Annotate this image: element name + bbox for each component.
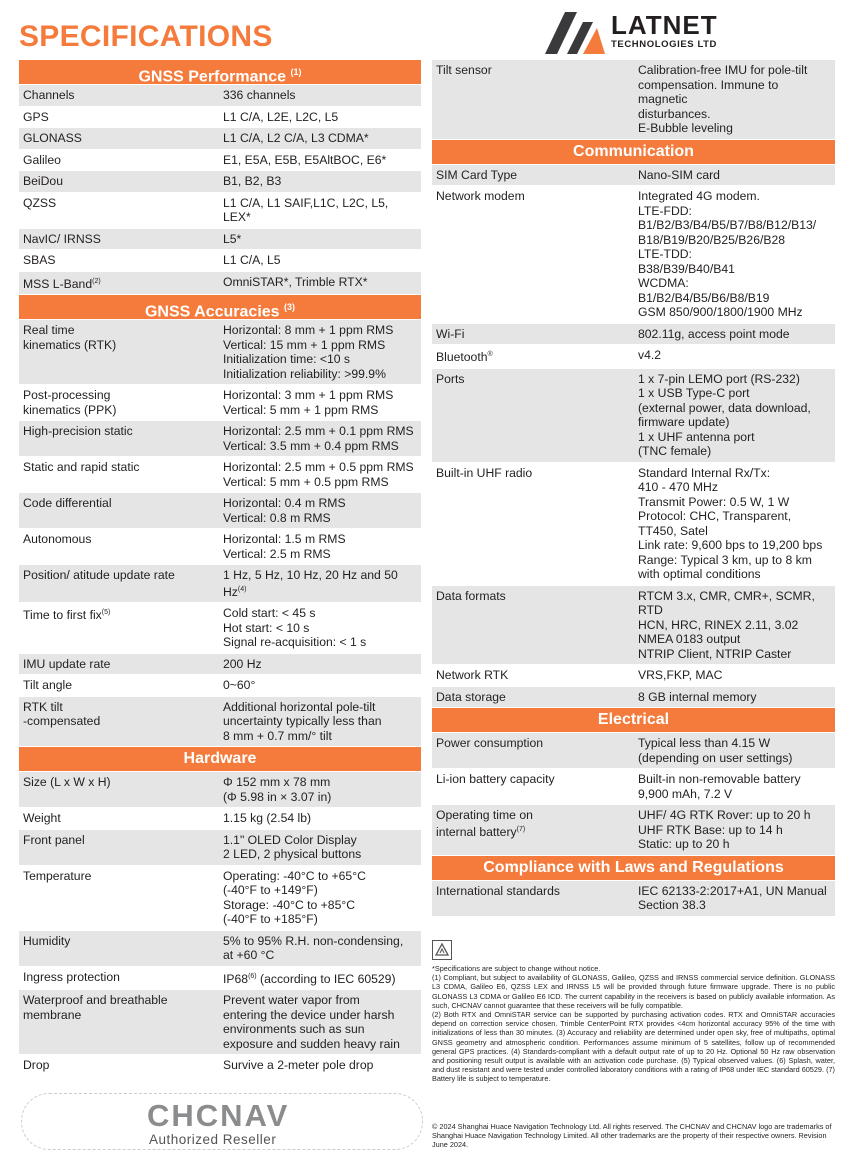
spec-key-text: International standards bbox=[436, 883, 560, 898]
spec-value-text: L1 C/A, L5 bbox=[223, 253, 281, 267]
spec-row bbox=[432, 369, 835, 463]
spec-key-text: Built-in UHF radio bbox=[436, 465, 533, 480]
spec-row bbox=[19, 150, 421, 172]
section-hardware bbox=[19, 747, 421, 772]
electrical-table bbox=[432, 733, 835, 856]
spec-value-text: Horizontal: 1.5 m RMS Vertical: 2.5 m RMS bbox=[223, 532, 346, 561]
section-compliance bbox=[432, 856, 835, 881]
spec-key bbox=[19, 493, 219, 528]
spec-value bbox=[634, 687, 835, 708]
spec-value bbox=[219, 385, 421, 420]
spec-key-text: Galileo bbox=[23, 152, 61, 167]
spec-value-text: Φ 152 mm x 78 mm (Φ 5.98 in × 3.07 in) bbox=[223, 775, 332, 804]
spec-value bbox=[219, 193, 421, 228]
section-title: GNSS Accuracies bbox=[144, 303, 280, 321]
spec-value bbox=[219, 675, 421, 696]
spec-value-text: L1 C/A, L2 C/A, L3 CDMA* bbox=[223, 131, 369, 145]
spec-row bbox=[19, 421, 421, 457]
spec-key-text: SBAS bbox=[23, 253, 56, 267]
spec-key-text: Data formats bbox=[436, 588, 506, 603]
spec-value bbox=[219, 320, 421, 384]
latnet-logo bbox=[545, 8, 730, 56]
spec-row bbox=[432, 60, 835, 140]
latnet-logo-icon bbox=[545, 8, 609, 56]
spec-row bbox=[432, 324, 835, 346]
spec-key-text: Waterproof and breathable membrane bbox=[23, 993, 168, 1022]
spec-value bbox=[634, 324, 835, 345]
spec-row bbox=[19, 320, 421, 385]
spec-value bbox=[219, 1055, 421, 1076]
spec-row bbox=[19, 931, 421, 967]
spec-value-text: UHF/ 4G RTK Rover: up to 20 h UHF RTK Base: up to 14 h Static: up to 20 h bbox=[638, 808, 811, 852]
spec-value-text: v4.2 bbox=[638, 348, 662, 362]
spec-key bbox=[19, 229, 219, 250]
spec-key-text: Time to first fix bbox=[23, 608, 102, 623]
spec-row bbox=[19, 565, 421, 603]
spec-key-text: NavIC/ IRNSS bbox=[23, 231, 101, 246]
spec-key bbox=[432, 186, 634, 323]
spec-key-text: Channels bbox=[23, 88, 75, 102]
spec-row bbox=[432, 586, 835, 666]
spec-value bbox=[219, 931, 421, 966]
spec-value bbox=[219, 128, 421, 149]
spec-key bbox=[19, 772, 219, 807]
spec-row bbox=[432, 687, 835, 709]
spec-key-text: Real time kinematics (RTK) bbox=[23, 323, 117, 352]
spec-value bbox=[219, 565, 421, 602]
section-communication bbox=[432, 140, 835, 165]
spec-row bbox=[432, 665, 835, 687]
spec-key bbox=[19, 320, 219, 384]
copyright: © 2024 Shanghai Huace Navigation Technology Ltd. All rights reserved. The CHCNAV and CHCNAV logo are trademarks of Shanghai Huace Navigation Technology Limited. All other trademarks are the property of their respective owners. Revision June 2024. bbox=[432, 1122, 832, 1150]
hardware-table bbox=[19, 772, 421, 1077]
spec-row bbox=[19, 171, 421, 193]
spec-key bbox=[432, 369, 634, 462]
spec-value-note: (6) bbox=[248, 972, 257, 980]
spec-value-text: 336 channels bbox=[223, 88, 296, 102]
spec-key bbox=[19, 654, 219, 675]
spec-value bbox=[634, 165, 835, 186]
logo-name: LATNET bbox=[611, 10, 718, 40]
reseller-label: Authorized Reseller bbox=[149, 1132, 277, 1147]
spec-key-text: Size (L x W x H) bbox=[23, 775, 111, 790]
spec-value bbox=[219, 697, 421, 747]
spec-key-text: Autonomous bbox=[23, 532, 92, 547]
section-title: Electrical bbox=[597, 711, 670, 729]
spec-row bbox=[19, 990, 421, 1055]
spec-key-text: QZSS bbox=[23, 195, 57, 210]
spec-row bbox=[19, 808, 421, 830]
spec-value-text: Additional horizontal pole-tilt uncertainty typically less than 8 mm + 0.7 mm/° tilt bbox=[223, 699, 382, 743]
spec-value-text: 8 GB internal memory bbox=[638, 689, 757, 704]
spec-value-text: Built-in non-removable battery 9,900 mAh, 7.2 V bbox=[638, 772, 801, 801]
spec-key bbox=[19, 990, 219, 1054]
spec-value bbox=[634, 805, 835, 855]
spec-key-text: Power consumption bbox=[436, 736, 544, 751]
spec-key bbox=[432, 881, 634, 916]
gnss-performance-table bbox=[19, 85, 421, 295]
spec-value-text: 1.15 kg (2.54 lb) bbox=[223, 811, 312, 826]
spec-value bbox=[634, 463, 835, 585]
spec-key-note: (2) bbox=[92, 277, 101, 285]
spec-value-text: Standard Internal Rx/Tx: 410 - 470 MHz Transmit Power: 0.5 W, 1 W Protocol: CHC, Transparent, TT450, Satel Link rate: 9,600 bps to 19,200 bps Range: Typical 3 km, up to 8 km with optimal conditions bbox=[638, 465, 823, 582]
spec-value bbox=[634, 665, 835, 686]
spec-value-text: E1, E5A, E5B, E5AltBOC, E6* bbox=[223, 152, 387, 167]
spec-key-text: Drop bbox=[23, 1058, 50, 1073]
spec-value-text: RTCM 3.x, CMR, CMR+, SCMR, RTD HCN, HRC, RINEX 2.11, 3.02 NMEA 0183 output NTRIP Client, NTRIP Caster bbox=[638, 588, 815, 661]
spec-value bbox=[219, 421, 421, 456]
spec-key-text: Wi-Fi bbox=[436, 326, 465, 341]
spec-key-text: Static and rapid static bbox=[23, 460, 140, 475]
spec-key bbox=[19, 171, 219, 192]
section-title: GNSS Performance bbox=[138, 68, 287, 86]
spec-value-text: 1 x 7-pin LEMO port (RS-232) 1 x USB Type-C port (external power, data download, firmware update) 1 x UHF antenna port (TNC female) bbox=[638, 371, 811, 459]
spec-key-text: Weight bbox=[23, 811, 61, 826]
spec-row bbox=[19, 85, 421, 107]
spec-key-text: Tilt sensor bbox=[436, 63, 492, 77]
spec-value bbox=[634, 345, 835, 368]
spec-row bbox=[19, 529, 421, 565]
spec-key bbox=[19, 675, 219, 696]
spec-row bbox=[19, 830, 421, 866]
spec-value bbox=[634, 733, 835, 768]
section-gnss-accuracies bbox=[19, 295, 421, 320]
spec-value bbox=[219, 250, 421, 271]
section-note: (3) bbox=[284, 302, 296, 313]
spec-row bbox=[19, 457, 421, 493]
spec-key-text: GPS bbox=[23, 109, 49, 124]
spec-key bbox=[432, 769, 634, 804]
logo-subtitle: TECHNOLOGIES LTD bbox=[611, 39, 718, 50]
spec-value-note: (4) bbox=[237, 585, 247, 593]
spec-row bbox=[19, 772, 421, 808]
spec-key bbox=[432, 805, 634, 855]
spec-value bbox=[219, 603, 421, 653]
spec-row bbox=[19, 229, 421, 251]
spec-value-text: Horizontal: 2.5 mm + 0.1 ppm RMS Vertical: 3.5 mm + 0.4 ppm RMS bbox=[223, 424, 414, 453]
spec-key bbox=[19, 107, 219, 128]
spec-key-text: Position/ atitude update rate bbox=[23, 568, 175, 583]
footnotes: *Specifications are subject to change without notice. (1) Compliant, but subject to availability of GLONASS, Galileo, QZSS and IRNSS commercial service definition. GLONASS L3 CDMA, Galileo E6, QZSS LEX and IRNSS L5 will be provided through future firmware upgrade. There is no public GLONASS L3 CDMA or Galileo E6 ICD. The current capability in the receivers is based on publicly available information. As such, CHCNAV cannot guarantee that these receivers will be fully compatible. (2) Both RTX and OmniSTAR service can be supported by purchasing activation codes. RTX and OmniSTAR accuracies depend on correction service chosen. Trimble CenterPoint RTX provides <4cm horizontal accuracy 95% of the time with initializations of less than 30 minutes. (3) Accuracy and reliability are determined under open sky, free of multipaths, optimal GNSS geometry and atmospheric condition. Performances assume minimum of 5 satellites, follow up of recommended general GPS practices. (4) Standards-compliant with a default output rate of up to 20 Hz. Optional 50 Hz raw observation and positioning result output is available with an activation code purchase. (5) Typical observed values. (6) Splash, water, and dust resistant and were tested under controlled laboratory conditions with a rating of IP68 under IEC standard 60529. (7) Battery life is subject to temperature. bbox=[432, 964, 835, 1084]
spec-value bbox=[634, 881, 835, 916]
right-column bbox=[432, 60, 835, 917]
spec-key bbox=[19, 697, 219, 747]
spec-key bbox=[19, 603, 219, 653]
spec-value-text: OmniSTAR*, Trimble RTX* bbox=[223, 274, 368, 289]
spec-row bbox=[19, 385, 421, 421]
spec-value-text: 200 Hz bbox=[223, 656, 262, 671]
spec-value-text: L5* bbox=[223, 231, 242, 246]
spec-row bbox=[19, 250, 421, 272]
spec-key bbox=[19, 250, 219, 271]
spec-key-text: Network modem bbox=[436, 189, 525, 203]
chcnav-logo: CHCNAV bbox=[147, 1098, 290, 1133]
spec-row bbox=[432, 345, 835, 369]
section-title: Hardware bbox=[183, 750, 257, 768]
spec-row bbox=[432, 881, 835, 917]
spec-key-text: Temperature bbox=[23, 868, 92, 883]
spec-value bbox=[219, 830, 421, 865]
spec-key bbox=[19, 193, 219, 228]
spec-row bbox=[19, 654, 421, 676]
spec-value bbox=[219, 229, 421, 250]
spec-key-text: BeiDou bbox=[23, 174, 63, 188]
spec-key-text: Code differential bbox=[23, 496, 112, 511]
spec-value-text: Integrated 4G modem. LTE-FDD: B1/B2/B3/B4/B5/B7/B8/B12/B13/ B18/B19/B20/B25/B26/B28 LTE-TDD: B38/B39/B40/B41 WCDMA: B1/B2/B4/B5/B6/B8/B19 GSM 850/900/1800/1900 MHz bbox=[638, 189, 817, 319]
spec-value bbox=[219, 457, 421, 492]
spec-key-text: Ingress protection bbox=[23, 969, 120, 984]
spec-value-text: VRS,FKP, MAC bbox=[638, 668, 723, 683]
spec-value-tail: (according to IEC 60529) bbox=[256, 971, 396, 986]
spec-key bbox=[19, 967, 219, 990]
spec-key bbox=[19, 272, 219, 295]
spec-key-text: MSS L-Band bbox=[23, 276, 93, 291]
spec-key-note: (5) bbox=[101, 609, 111, 617]
spec-value-text: Typical less than 4.15 W (depending on user settings) bbox=[638, 736, 793, 765]
spec-value-text: 1.1" OLED Color Display 2 LED, 2 physical buttons bbox=[223, 832, 362, 862]
spec-key-text: SIM Card Type bbox=[436, 167, 518, 182]
sensor-table bbox=[432, 60, 835, 140]
spec-value-text: 802.11g, access point mode bbox=[638, 326, 790, 341]
page-title: SPECIFICATIONS bbox=[19, 20, 273, 53]
spec-row bbox=[19, 493, 421, 529]
gnss-accuracies-table bbox=[19, 320, 421, 747]
communication-table bbox=[432, 165, 835, 709]
spec-row bbox=[19, 272, 421, 296]
spec-value-text: 1 Hz, 5 Hz, 10 Hz, 20 Hz and 50 Hz bbox=[223, 568, 398, 599]
spec-value-text: B1, B2, B3 bbox=[223, 174, 282, 188]
spec-key bbox=[19, 866, 219, 930]
spec-key-text: Data storage bbox=[436, 689, 506, 704]
spec-value bbox=[634, 60, 835, 139]
recycle-icon bbox=[432, 940, 452, 960]
reseller-badge bbox=[21, 1093, 423, 1150]
spec-row bbox=[19, 697, 421, 748]
spec-key bbox=[19, 565, 219, 602]
spec-key-text: Humidity bbox=[23, 933, 71, 948]
spec-value bbox=[634, 186, 835, 323]
spec-key bbox=[19, 931, 219, 966]
spec-value-text: IEC 62133-2:2017+A1, UN Manual Section 38.3 bbox=[638, 883, 827, 913]
spec-key bbox=[432, 324, 634, 345]
spec-value bbox=[219, 150, 421, 171]
spec-row bbox=[432, 805, 835, 856]
spec-key-text: Operating time on internal battery bbox=[436, 808, 533, 839]
spec-key-text: IMU update rate bbox=[23, 656, 111, 671]
spec-key-text: Tilt angle bbox=[23, 678, 72, 693]
compliance-table bbox=[432, 881, 835, 917]
spec-key bbox=[19, 830, 219, 865]
spec-key bbox=[19, 150, 219, 171]
section-note: (1) bbox=[290, 67, 302, 77]
spec-value bbox=[219, 272, 421, 295]
spec-value-text: Horizontal: 0.4 m RMS Vertical: 0.8 m RMS bbox=[223, 496, 346, 525]
spec-value bbox=[219, 171, 421, 192]
spec-value bbox=[634, 769, 835, 804]
spec-row bbox=[432, 463, 835, 586]
spec-value-text: Calibration-free IMU for pole-tilt compensation. Immune to magnetic disturbances. E-Bubble leveling bbox=[638, 63, 808, 135]
spec-row bbox=[19, 603, 421, 654]
spec-key-text: Network RTK bbox=[436, 668, 509, 683]
spec-value-text: L1 C/A, L1 SAIF,L1C, L2C, L5, LEX* bbox=[223, 195, 389, 224]
spec-key bbox=[432, 687, 634, 708]
spec-value bbox=[219, 107, 421, 128]
spec-value bbox=[219, 654, 421, 675]
spec-value bbox=[219, 808, 421, 829]
spec-key-text: RTK tilt -compensated bbox=[23, 699, 101, 729]
spec-key-text: Bluetooth bbox=[436, 350, 488, 365]
spec-value-text: Nano-SIM card bbox=[638, 167, 720, 182]
spec-key bbox=[432, 165, 634, 186]
spec-value-text: L1 C/A, L2E, L2C, L5 bbox=[223, 109, 339, 124]
spec-key bbox=[432, 345, 634, 368]
spec-value-text: IP68 bbox=[223, 971, 249, 986]
spec-value-text: Horizontal: 2.5 mm + 0.5 ppm RMS Vertical: 5 mm + 0.5 ppm RMS bbox=[223, 460, 414, 489]
spec-key bbox=[432, 60, 634, 139]
spec-key bbox=[19, 1055, 219, 1076]
spec-value bbox=[634, 369, 835, 462]
spec-key bbox=[19, 457, 219, 492]
spec-row bbox=[19, 967, 421, 991]
spec-key-text: High-precision static bbox=[23, 424, 133, 439]
spec-key bbox=[432, 586, 634, 665]
spec-row bbox=[432, 769, 835, 805]
section-electrical bbox=[432, 708, 835, 733]
spec-value bbox=[219, 967, 421, 990]
spec-row bbox=[432, 165, 835, 187]
left-column bbox=[19, 60, 421, 1077]
spec-key bbox=[432, 463, 634, 585]
spec-value bbox=[219, 493, 421, 528]
spec-key-text: GLONASS bbox=[23, 131, 82, 145]
spec-key-text: Ports bbox=[436, 371, 465, 386]
spec-value-text: Prevent water vapor from entering the device under harsh environments such as sun exposure and sudden heavy rain bbox=[223, 993, 400, 1051]
spec-row bbox=[432, 733, 835, 769]
spec-row bbox=[19, 193, 421, 229]
spec-key-text: Li-ion battery capacity bbox=[436, 772, 555, 787]
spec-key bbox=[432, 665, 634, 686]
spec-value-text: Horizontal: 3 mm + 1 ppm RMS Vertical: 5 mm + 1 ppm RMS bbox=[223, 388, 394, 417]
section-title: Communication bbox=[573, 142, 694, 160]
spec-key bbox=[432, 733, 634, 768]
spec-row bbox=[19, 1055, 421, 1077]
spec-value bbox=[219, 990, 421, 1054]
spec-value-text: Cold start: < 45 s Hot start: < 10 s Signal re-acquisition: < 1 s bbox=[223, 606, 367, 650]
spec-key-note: ® bbox=[487, 351, 493, 358]
spec-row bbox=[432, 186, 835, 324]
spec-value bbox=[219, 772, 421, 807]
spec-row bbox=[19, 866, 421, 931]
spec-value-text: Operating: -40°C to +65°C (-40°F to +149°F) Storage: -40°C to +85°C (-40°F to +185°F) bbox=[223, 868, 366, 927]
spec-value bbox=[634, 586, 835, 665]
spec-key-text: Front panel bbox=[23, 832, 85, 847]
spec-key bbox=[19, 385, 219, 420]
spec-value-text: Survive a 2-meter pole drop bbox=[223, 1058, 374, 1073]
spec-row bbox=[19, 675, 421, 697]
section-gnss-performance bbox=[19, 60, 421, 85]
spec-row bbox=[19, 128, 421, 150]
spec-key bbox=[19, 421, 219, 456]
spec-value-text: 5% to 95% R.H. non-condensing, at +60 °C bbox=[223, 933, 404, 963]
spec-value-text: 0~60° bbox=[223, 678, 256, 693]
spec-key bbox=[19, 529, 219, 564]
spec-key bbox=[19, 128, 219, 149]
spec-value bbox=[219, 529, 421, 564]
spec-value-text: Horizontal: 8 mm + 1 ppm RMS Vertical: 15 mm + 1 ppm RMS Initialization time: <10 s Initialization reliability: >99.9% bbox=[223, 323, 394, 381]
spec-key-text: Post-processing kinematics (PPK) bbox=[23, 388, 117, 417]
spec-value bbox=[219, 866, 421, 930]
spec-row bbox=[19, 107, 421, 129]
spec-value bbox=[219, 85, 421, 106]
spec-key bbox=[19, 85, 219, 106]
section-title: Compliance with Laws and Regulations bbox=[483, 858, 784, 876]
spec-key-note: (7) bbox=[516, 825, 526, 833]
spec-key bbox=[19, 808, 219, 829]
